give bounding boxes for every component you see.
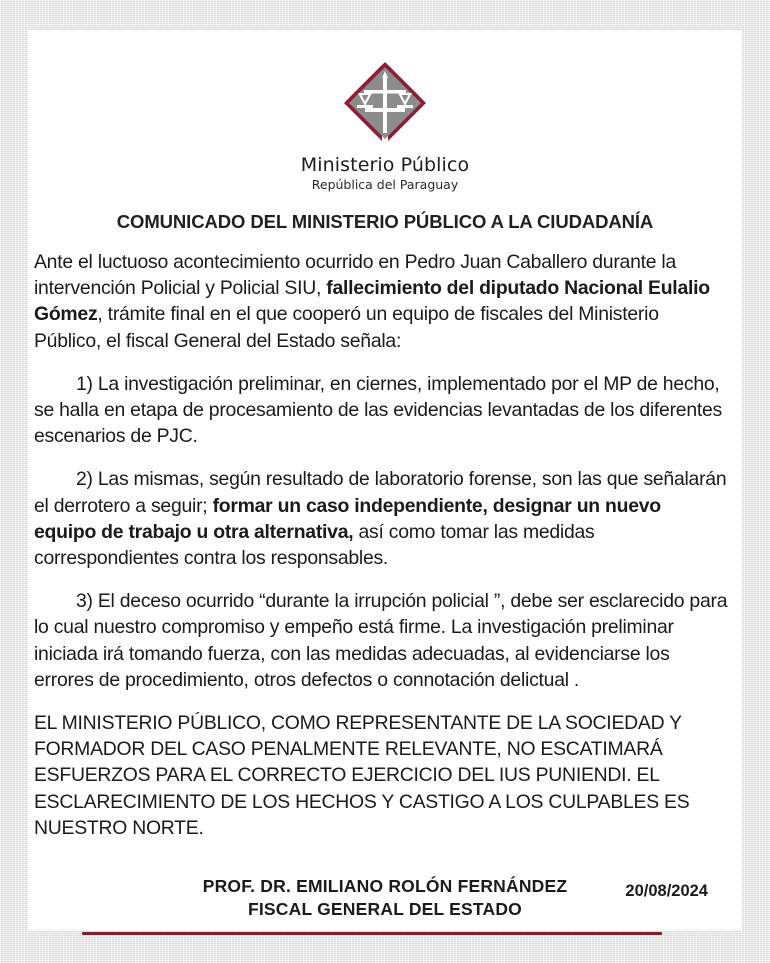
body-text: 1) La investigación preliminar, en ciernes, implementado por el MP de hecho, se halla en etapa de procesamiento de las evidencias levantadas de los diferentes escenarios de PJC. (34, 372, 722, 448)
paragraph-closing (34, 710, 728, 841)
document-date: 20/08/2024 (625, 882, 708, 900)
paragraph-item-2 (34, 466, 728, 571)
letterhead (28, 30, 742, 192)
emphasis-text: fallecimiento del diputado Nacional Eulalio Gómez (34, 277, 710, 326)
body-text: así como tomar las medidas correspondientes contra los responsables. (34, 520, 595, 570)
paragraph-item-1 (34, 371, 728, 450)
organization-subtitle: República del Paraguay (311, 177, 459, 192)
paragraph-intro (34, 249, 728, 354)
signatory-name: PROF. DR. EMILIANO ROLÓN FERNÁNDEZ (202, 876, 568, 897)
body-text: , trámite final en el que cooperó un equipo de fiscales del Ministerio Público, el fiscal General del Estado señala: (34, 303, 659, 352)
organization-name: Ministerio Público (300, 154, 470, 176)
body-text: 3) El deceso ocurrido “durante la irrupción policial ”, debe ser esclarecido para lo cual nuestro compromiso y empeño está firme. La investigación preliminar iniciada irá tomando fuerza, con las medidas adecuadas, al evidenciarse los errores de procedimiento, otros defectos o connotación delictual . (34, 590, 728, 691)
body-text: EL MINISTERIO PÚBLICO, COMO REPRESENTANTE DE LA SOCIEDAD Y FORMADOR DEL CASO PENALMENTE RELEVANTE, NO ESCATIMARÁ ESFUERZOS PARA EL CORRECTO EJERCICIO DEL IUS PUNIENDI. EL ESCLARECIMIENTO DE LOS HECHOS Y CASTIGO A LOS CULPABLES ES NUESTRO NORTE. (34, 712, 690, 839)
signatory-role: FISCAL GENERAL DEL ESTADO (247, 899, 522, 920)
body-text: Ante el luctuoso acontecimiento ocurrido en Pedro Juan Caballero durante la intervención Policial y Policial SIU, (34, 251, 677, 300)
footer-rule (82, 932, 662, 935)
emphasis-text: formar un caso independiente, designar un nuevo equipo de trabajo u otra alternativa, (34, 494, 661, 543)
paragraph-item-3 (34, 588, 728, 693)
document-body (28, 249, 742, 841)
communique-card (28, 30, 742, 930)
body-text: 2) Las mismas, según resultado de laboratorio forense, son las que señalarán el derrotero a seguir; (34, 468, 727, 517)
ministerio-publico-logo-icon (320, 59, 450, 147)
page-title: COMUNICADO DEL MINISTERIO PÚBLICO A LA CIUDADANÍA (116, 211, 654, 232)
